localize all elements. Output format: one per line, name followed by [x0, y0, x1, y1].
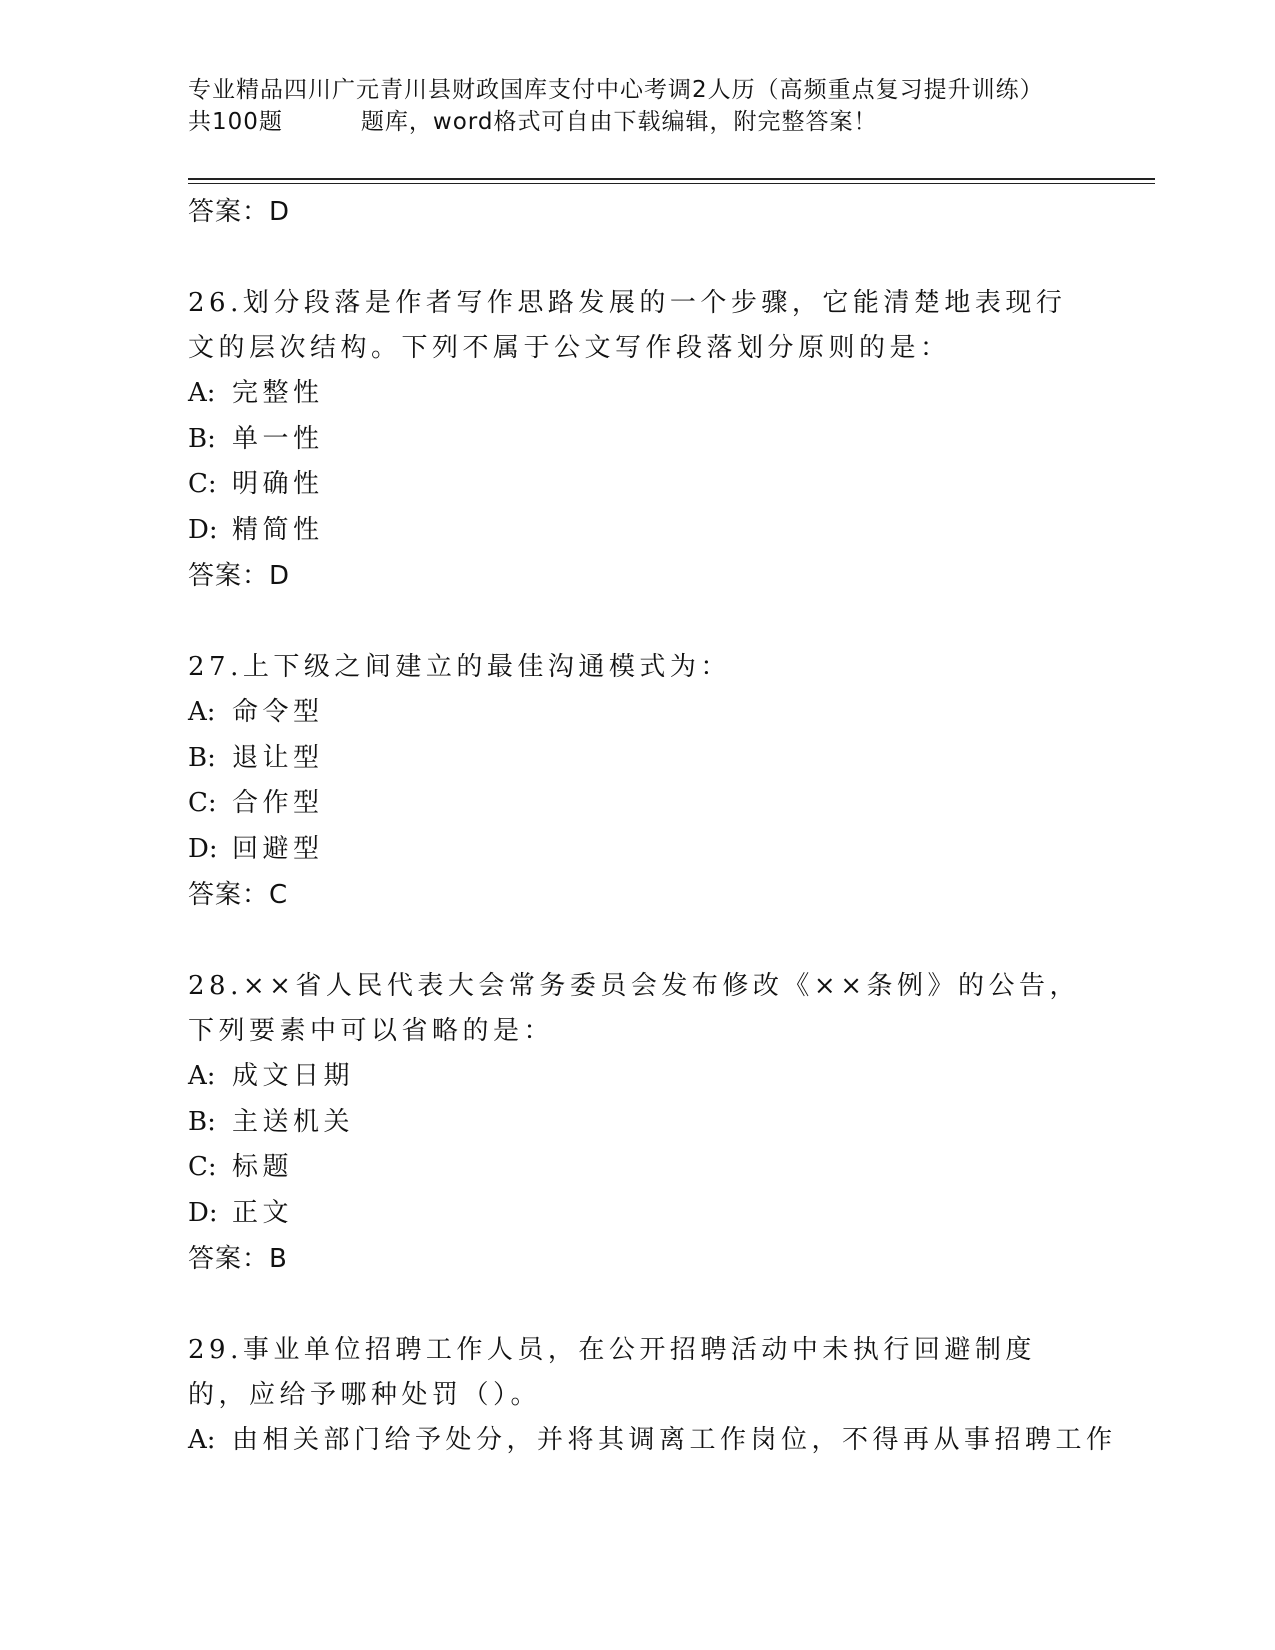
header-question-count: 共100题	[188, 109, 283, 135]
header-subtitle-line	[188, 106, 1088, 138]
option-letter: D:	[188, 514, 218, 545]
answer-line: 答案：D	[188, 561, 291, 591]
option-d	[188, 508, 1088, 554]
option-text: 明确性	[232, 469, 324, 499]
option-letter: A:	[188, 1061, 216, 1091]
header-title-line: 专业精品四川广元青川县财政国库支付中心考调2人历（高频重点复习提升训练）	[188, 77, 1044, 103]
answer-line: 答案：C	[188, 880, 289, 910]
question-stem: 26.划分段落是作者写作思路发展的一个步骤，它能清楚地表现行文的层次结构。下列不属于公文写作段落划分原则的是：	[188, 288, 1067, 363]
question-item	[188, 1328, 1117, 1464]
option-a	[188, 371, 1088, 417]
option-letter: C:	[188, 1152, 217, 1182]
option-a	[188, 1054, 1088, 1100]
option-a	[188, 1418, 1117, 1464]
option-letter: C:	[188, 788, 217, 818]
option-letter: B:	[188, 742, 216, 773]
question-list	[188, 189, 1117, 1464]
option-a	[188, 690, 1088, 736]
option-letter: A:	[188, 697, 216, 727]
question-stem: 29.事业单位招聘工作人员，在公开招聘活动中未执行回避制度的，应给予哪种处罚（）。	[188, 1335, 1036, 1410]
header-format-note: 题库，word格式可自由下载编辑，附完整答案！	[360, 109, 878, 135]
option-d	[188, 1191, 1088, 1237]
question-item	[188, 645, 1088, 918]
question-item	[188, 281, 1088, 599]
answer-line: 答案：B	[188, 1244, 288, 1274]
answer-line: 答案：D	[188, 197, 291, 227]
option-letter: C:	[188, 469, 217, 499]
option-text: 正文	[232, 1197, 294, 1228]
question-item	[188, 964, 1088, 1282]
option-text: 主送机关	[232, 1106, 355, 1137]
page-header	[188, 74, 1088, 138]
option-text: 完整性	[232, 378, 324, 408]
question-stem: 28.××省人民代表大会常务委员会发布修改《××条例》的公告，下列要素中可以省略的是：	[188, 971, 1080, 1046]
option-text: 单一性	[232, 423, 324, 454]
option-text: 命令型	[232, 697, 324, 727]
option-letter: D:	[188, 1197, 218, 1228]
option-c	[188, 781, 1088, 827]
option-c	[188, 1145, 1088, 1191]
option-letter: A:	[188, 378, 216, 408]
option-c	[188, 462, 1088, 508]
option-b	[188, 417, 1088, 463]
option-letter: D:	[188, 833, 218, 864]
option-text: 标题	[232, 1152, 294, 1182]
question-stem: 27.上下级之间建立的最佳沟通模式为：	[188, 652, 731, 682]
header-divider	[188, 178, 1155, 184]
option-letter: B:	[188, 1106, 216, 1137]
option-b	[188, 736, 1088, 782]
option-letter: B:	[188, 423, 216, 454]
option-d	[188, 827, 1088, 873]
option-text: 由相关部门给予处分，并将其调离工作岗位，不得再从事招聘工作	[232, 1425, 1117, 1455]
option-text: 精简性	[232, 514, 324, 545]
option-text: 回避型	[232, 833, 324, 864]
option-letter: A:	[188, 1425, 216, 1455]
option-b	[188, 1100, 1088, 1146]
option-text: 合作型	[232, 788, 324, 818]
option-text: 成文日期	[232, 1061, 355, 1091]
option-text: 退让型	[232, 742, 324, 773]
